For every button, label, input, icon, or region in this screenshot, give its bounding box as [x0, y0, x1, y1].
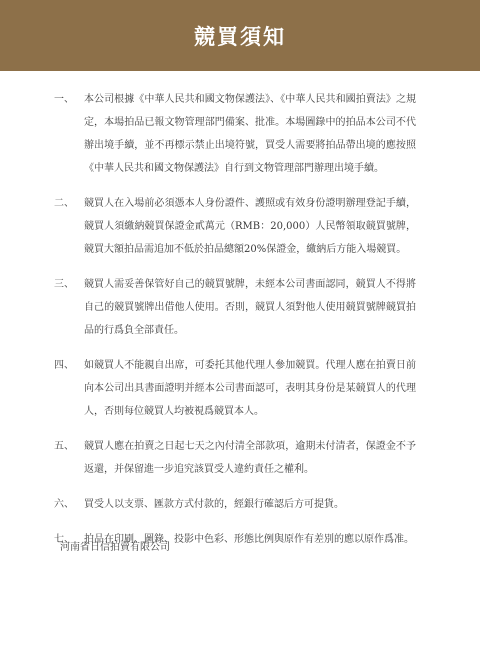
rule-number: 二、: [54, 198, 74, 209]
rule-item: [54, 192, 416, 261]
rule-number: 五、: [54, 441, 74, 452]
company-name: 河南省日信拍賣有限公司: [60, 542, 170, 553]
rule-text: 競買人應在拍賣之日起七天之內付清全部款項，逾期未付清者，保證金不予返還，并保留進一步追究該買受人違約責任之權利。: [84, 441, 416, 475]
rule-item: [54, 493, 416, 516]
rule-item: [54, 273, 416, 342]
rule-number: 三、: [54, 279, 74, 290]
rule-text: 買受人以支票、匯款方式付款的，經銀行確認后方可提貨。: [84, 499, 344, 510]
rule-number: 七、: [54, 534, 74, 545]
rule-number: 四、: [54, 360, 74, 371]
rule-text: 拍品在印刷、圖錄、投影中色彩、形態比例與原作有差別的應以原作爲准。: [84, 534, 414, 545]
rule-item: [54, 354, 416, 423]
rule-item: [54, 88, 416, 180]
page-title: 競買須知: [194, 24, 286, 49]
rule-text: 競買人需妥善保管好自己的競買號牌，未經本公司書面認同，競買人不得將自己的競買號牌出借他人使用。否則，競買人須對他人使用競買號牌競買拍品的行爲負全部責任。: [84, 279, 416, 336]
rule-text: 競買人在入場前必須憑本人身份證件、護照或有效身份證明辦理登記手續，競買人須繳納競買保證金貳萬元（RMB：20,000）人民幣領取競買號牌，競買大額拍品需追加不低於拍品總額20%保證金，繳納后方能入場競買。: [84, 198, 416, 255]
rule-item: [54, 435, 416, 481]
rule-number: 一、: [54, 94, 74, 105]
rule-text: 本公司根據《中華人民共和國文物保護法》、《中華人民共和國拍賣法》之規定，本場拍品已報文物管理部門備案、批准。本場圖錄中的拍品本公司不代辦出境手續，並不再標示禁止出境符號，買受人需要將拍品帶出境的應按照《中華人民共和國文物保護法》自行到文物管理部門辦理出境手續。: [84, 94, 416, 174]
rules-list: [54, 88, 416, 563]
rule-number: 六、: [54, 499, 74, 510]
rule-text: 如競買人不能親自出席，可委托其他代理人參加競買。代理人應在拍賣日前向本公司出具書面證明并經本公司書面認可，表明其身份是某競買人的代理人，否則每位競買人均被視爲競買本人。: [84, 360, 416, 417]
header-banner: [0, 0, 480, 71]
